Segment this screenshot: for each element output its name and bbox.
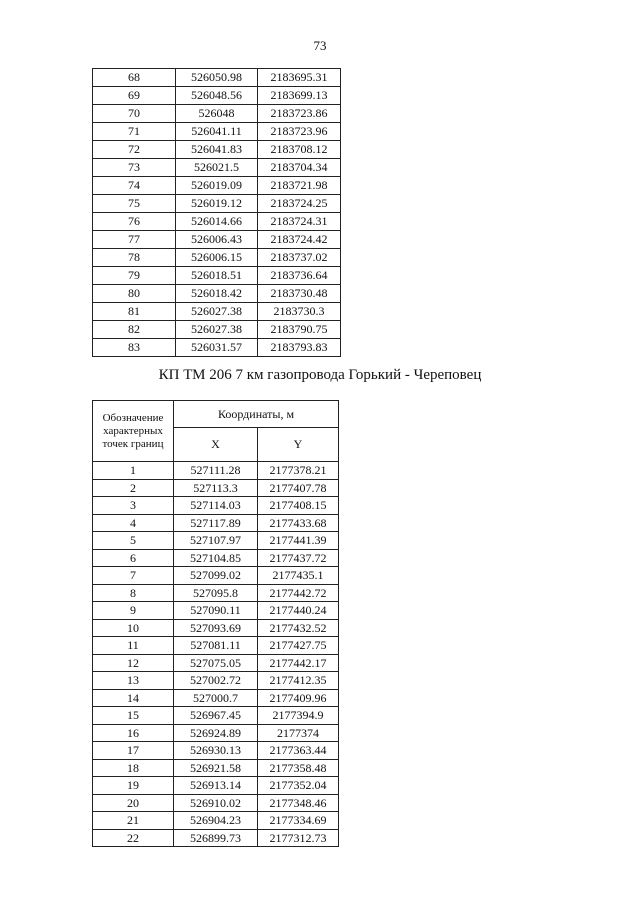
point-number-cell: 9 — [93, 602, 174, 620]
table-row — [93, 654, 339, 672]
table-row — [93, 249, 341, 267]
point-number-cell: 79 — [93, 267, 176, 285]
page-number: 73 — [313, 38, 327, 53]
table-row — [93, 69, 341, 87]
point-number-cell: 16 — [93, 724, 174, 742]
point-number-cell: 11 — [93, 637, 174, 655]
table-row — [93, 549, 339, 567]
x-coordinate-cell: 526050.98 — [176, 69, 258, 87]
point-number-cell: 13 — [93, 672, 174, 690]
table-row — [93, 479, 339, 497]
table-row — [93, 742, 339, 760]
table-row — [93, 321, 341, 339]
table-row — [93, 497, 339, 515]
point-number-cell: 83 — [93, 339, 176, 357]
y-coordinate-cell: 2183737.02 — [258, 249, 341, 267]
x-coordinate-cell: 526048 — [176, 105, 258, 123]
coordinates-table-continued — [92, 68, 341, 357]
coordinates-header: Координаты, м — [174, 401, 339, 428]
x-coordinate-cell: 527095.8 — [174, 584, 258, 602]
table-row — [93, 584, 339, 602]
table-row — [93, 637, 339, 655]
table-row — [93, 514, 339, 532]
y-coordinate-cell: 2177433.68 — [258, 514, 339, 532]
y-coordinate-cell: 2177408.15 — [258, 497, 339, 515]
table-row — [93, 159, 341, 177]
x-coordinate-cell: 526913.14 — [174, 777, 258, 795]
x-coordinate-cell: 526048.56 — [176, 87, 258, 105]
y-coordinate-cell: 2177363.44 — [258, 742, 339, 760]
x-coordinate-cell: 527002.72 — [174, 672, 258, 690]
x-coordinate-cell: 526027.38 — [176, 321, 258, 339]
boundary-points-table-body — [93, 462, 339, 847]
table-row — [93, 777, 339, 795]
point-number-cell: 14 — [93, 689, 174, 707]
point-number-cell: 68 — [93, 69, 176, 87]
table-row — [93, 462, 339, 480]
section-title: КП ТМ 206 7 км газопровода Горький - Череповец — [158, 367, 482, 383]
point-number-cell: 1 — [93, 462, 174, 480]
x-coordinate-cell: 526006.43 — [176, 231, 258, 249]
x-coordinate-cell: 527081.11 — [174, 637, 258, 655]
x-coordinate-cell: 526930.13 — [174, 742, 258, 760]
x-coordinate-cell: 527099.02 — [174, 567, 258, 585]
point-number-cell: 75 — [93, 195, 176, 213]
x-coordinate-cell: 526910.02 — [174, 794, 258, 812]
x-coordinate-cell: 526041.83 — [176, 141, 258, 159]
point-number-cell: 18 — [93, 759, 174, 777]
table-row — [93, 672, 339, 690]
coordinates-table-continued-body — [93, 69, 341, 357]
y-coordinate-cell: 2183723.86 — [258, 105, 341, 123]
point-number-cell: 74 — [93, 177, 176, 195]
x-coordinate-cell: 526967.45 — [174, 707, 258, 725]
point-number-cell: 12 — [93, 654, 174, 672]
table-row — [93, 812, 339, 830]
x-coordinate-cell: 527107.97 — [174, 532, 258, 550]
y-coordinate-cell: 2177358.48 — [258, 759, 339, 777]
point-number-cell: 77 — [93, 231, 176, 249]
y-coordinate-cell: 2177427.75 — [258, 637, 339, 655]
point-number-cell: 70 — [93, 105, 176, 123]
point-number-cell: 2 — [93, 479, 174, 497]
y-header: Y — [258, 428, 339, 462]
y-coordinate-cell: 2183699.13 — [258, 87, 341, 105]
point-number-cell: 22 — [93, 829, 174, 847]
x-coordinate-cell: 527090.11 — [174, 602, 258, 620]
x-coordinate-cell: 527113.3 — [174, 479, 258, 497]
y-coordinate-cell: 2183695.31 — [258, 69, 341, 87]
table-row — [93, 689, 339, 707]
table-row — [93, 829, 339, 847]
x-coordinate-cell: 526027.38 — [176, 303, 258, 321]
table-row — [93, 123, 341, 141]
y-coordinate-cell: 2177432.52 — [258, 619, 339, 637]
y-coordinate-cell: 2177312.73 — [258, 829, 339, 847]
table-row — [93, 285, 341, 303]
table-row — [93, 105, 341, 123]
y-coordinate-cell: 2183730.3 — [258, 303, 341, 321]
x-coordinate-cell: 526006.15 — [176, 249, 258, 267]
x-coordinate-cell: 527075.05 — [174, 654, 258, 672]
y-coordinate-cell: 2177412.35 — [258, 672, 339, 690]
y-coordinate-cell: 2177407.78 — [258, 479, 339, 497]
point-number-cell: 82 — [93, 321, 176, 339]
x-coordinate-cell: 526021.5 — [176, 159, 258, 177]
y-coordinate-cell: 2177352.04 — [258, 777, 339, 795]
y-coordinate-cell: 2183793.83 — [258, 339, 341, 357]
y-coordinate-cell: 2177409.96 — [258, 689, 339, 707]
x-coordinate-cell: 526018.42 — [176, 285, 258, 303]
point-number-cell: 15 — [93, 707, 174, 725]
x-header: X — [174, 428, 258, 462]
point-number-cell: 80 — [93, 285, 176, 303]
point-number-cell: 7 — [93, 567, 174, 585]
table-row — [93, 724, 339, 742]
table-row — [93, 619, 339, 637]
x-coordinate-cell: 526031.57 — [176, 339, 258, 357]
x-coordinate-cell: 526018.51 — [176, 267, 258, 285]
x-coordinate-cell: 527114.03 — [174, 497, 258, 515]
table-row — [93, 303, 341, 321]
x-coordinate-cell: 526014.66 — [176, 213, 258, 231]
y-coordinate-cell: 2177442.17 — [258, 654, 339, 672]
boundary-points-table — [92, 400, 339, 847]
point-number-cell: 10 — [93, 619, 174, 637]
table-row — [93, 532, 339, 550]
y-coordinate-cell: 2183704.34 — [258, 159, 341, 177]
table-row — [93, 195, 341, 213]
point-number-cell: 21 — [93, 812, 174, 830]
x-coordinate-cell: 526924.89 — [174, 724, 258, 742]
x-coordinate-cell: 527000.7 — [174, 689, 258, 707]
y-coordinate-cell: 2177374 — [258, 724, 339, 742]
x-coordinate-cell: 527104.85 — [174, 549, 258, 567]
table-row — [93, 87, 341, 105]
point-number-cell: 71 — [93, 123, 176, 141]
point-designation-header: Обозначение характерных точек границ — [93, 401, 174, 462]
x-coordinate-cell: 526921.58 — [174, 759, 258, 777]
x-coordinate-cell: 526019.09 — [176, 177, 258, 195]
y-coordinate-cell: 2177348.46 — [258, 794, 339, 812]
y-coordinate-cell: 2177442.72 — [258, 584, 339, 602]
x-coordinate-cell: 527117.89 — [174, 514, 258, 532]
table-row — [93, 707, 339, 725]
point-number-cell: 17 — [93, 742, 174, 760]
point-number-cell: 3 — [93, 497, 174, 515]
y-coordinate-cell: 2177378.21 — [258, 462, 339, 480]
point-number-cell: 81 — [93, 303, 176, 321]
y-coordinate-cell: 2177440.24 — [258, 602, 339, 620]
point-number-cell: 4 — [93, 514, 174, 532]
y-coordinate-cell: 2183736.64 — [258, 267, 341, 285]
y-coordinate-cell: 2177437.72 — [258, 549, 339, 567]
y-coordinate-cell: 2177441.39 — [258, 532, 339, 550]
y-coordinate-cell: 2183723.96 — [258, 123, 341, 141]
y-coordinate-cell: 2183708.12 — [258, 141, 341, 159]
point-number-cell: 19 — [93, 777, 174, 795]
point-number-cell: 20 — [93, 794, 174, 812]
x-coordinate-cell: 527093.69 — [174, 619, 258, 637]
table-row — [93, 794, 339, 812]
point-number-cell: 76 — [93, 213, 176, 231]
x-coordinate-cell: 526899.73 — [174, 829, 258, 847]
point-number-cell: 69 — [93, 87, 176, 105]
y-coordinate-cell: 2183730.48 — [258, 285, 341, 303]
y-coordinate-cell: 2177435.1 — [258, 567, 339, 585]
table-row — [93, 213, 341, 231]
point-number-cell: 8 — [93, 584, 174, 602]
point-number-cell: 73 — [93, 159, 176, 177]
table-row — [93, 339, 341, 357]
y-coordinate-cell: 2183790.75 — [258, 321, 341, 339]
table-row — [93, 141, 341, 159]
y-coordinate-cell: 2183724.25 — [258, 195, 341, 213]
point-number-cell: 78 — [93, 249, 176, 267]
table-row — [93, 267, 341, 285]
table-row — [93, 759, 339, 777]
y-coordinate-cell: 2183724.31 — [258, 213, 341, 231]
x-coordinate-cell: 526904.23 — [174, 812, 258, 830]
point-number-cell: 6 — [93, 549, 174, 567]
x-coordinate-cell: 526019.12 — [176, 195, 258, 213]
y-coordinate-cell: 2177394.9 — [258, 707, 339, 725]
point-number-cell: 5 — [93, 532, 174, 550]
table-row — [93, 602, 339, 620]
table-row — [93, 177, 341, 195]
point-number-cell: 72 — [93, 141, 176, 159]
y-coordinate-cell: 2183721.98 — [258, 177, 341, 195]
y-coordinate-cell: 2177334.69 — [258, 812, 339, 830]
y-coordinate-cell: 2183724.42 — [258, 231, 341, 249]
x-coordinate-cell: 527111.28 — [174, 462, 258, 480]
table-row — [93, 567, 339, 585]
table-row — [93, 231, 341, 249]
x-coordinate-cell: 526041.11 — [176, 123, 258, 141]
